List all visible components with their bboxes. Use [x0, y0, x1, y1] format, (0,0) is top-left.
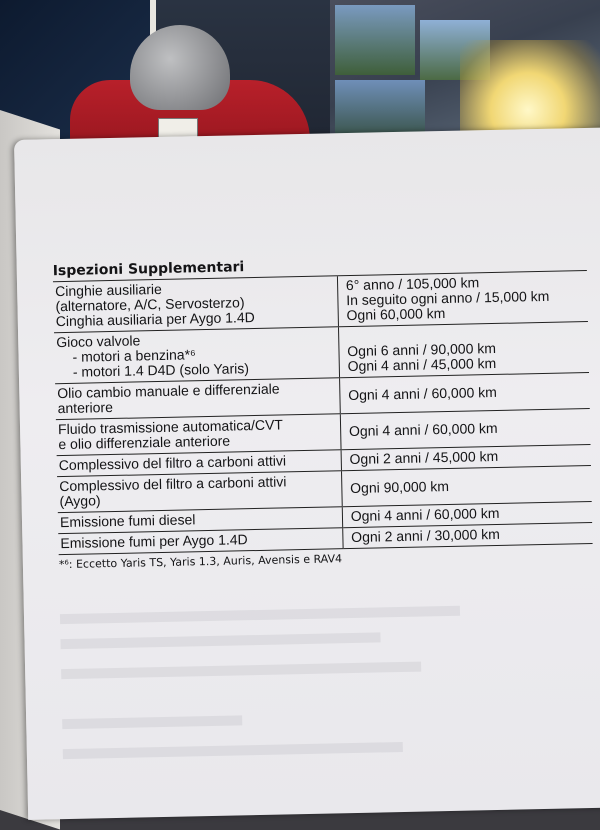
show-through-text: [60, 606, 460, 624]
item-text: Complessivo del filtro a carboni attivi: [58, 452, 287, 474]
item-cell: [53, 276, 338, 333]
item-cell: [56, 414, 341, 456]
interval-text: Ogni 2 anni / 45,000 km: [349, 447, 499, 468]
item-cell: [57, 471, 342, 513]
interval-text: Ogni 60,000 km: [346, 305, 446, 324]
footnote: *⁶: Eccetto Yaris TS, Yaris 1.3, Auris, Avensis e RAV4: [58, 552, 343, 572]
interval-cell: [338, 322, 589, 378]
interval-text: Ogni 90,000 km: [349, 477, 450, 496]
interval-cell: [341, 465, 591, 506]
item-text: Cinghie ausiliarie: [55, 280, 162, 300]
item-text: e olio differenziale anteriore: [58, 432, 231, 453]
interval-text: Ogni 4 anni / 60,000 km: [350, 504, 500, 525]
inspection-section: [53, 252, 599, 571]
item-text: Complessivo del filtro a carboni attivi: [59, 473, 287, 495]
interval-text: Ogni 4 anni / 60,000 km: [348, 419, 498, 439]
item-text: Cinghia ausiliaria per Aygo 1.4D: [55, 308, 255, 330]
item-text: Fluido trasmissione automatica/CVT: [57, 416, 284, 438]
interval-text: 6° anno / 105,000 km: [345, 274, 480, 294]
item-text: Gioco valvole: [56, 332, 141, 351]
item-text: anteriore: [57, 398, 114, 417]
inspection-table: [53, 270, 593, 555]
interval-text: In seguito ogni anno / 15,000 km: [346, 287, 550, 309]
interval-text: Ogni 4 anni / 45,000 km: [347, 354, 497, 375]
interval-text: Ogni 2 anni / 30,000 km: [351, 525, 500, 546]
item-text: (Aygo): [59, 492, 101, 510]
interval-text: Ogni 4 anni / 60,000 km: [348, 383, 498, 403]
interval-text: Ogni 6 anni / 90,000 km: [347, 339, 497, 360]
item-cell: [54, 327, 339, 384]
item-text: Olio cambio manuale e differenziale: [57, 380, 280, 402]
item-text: Emissione fumi diesel: [59, 511, 196, 531]
item-text: Emissione fumi per Aygo 1.4D: [60, 531, 248, 552]
item-text: - motori a benzina*⁶: [72, 346, 196, 365]
interval-cell: [343, 522, 593, 548]
interval-cell: [337, 271, 588, 327]
section-title: Ispezioni Supplementari: [52, 259, 245, 280]
show-through-text: [63, 742, 403, 759]
show-through-text: [62, 715, 242, 729]
show-through-text: [60, 632, 380, 649]
item-text: - motori 1.4 D4D (solo Yaris): [72, 360, 250, 380]
background-photo: [335, 5, 415, 75]
interval-cell: [339, 373, 589, 414]
item-text: (alternatore, A/C, Servosterzo): [55, 294, 245, 315]
show-through-text: [61, 662, 421, 680]
item-cell: [55, 378, 340, 420]
booklet-page: [14, 127, 600, 819]
interval-cell: [340, 409, 590, 450]
